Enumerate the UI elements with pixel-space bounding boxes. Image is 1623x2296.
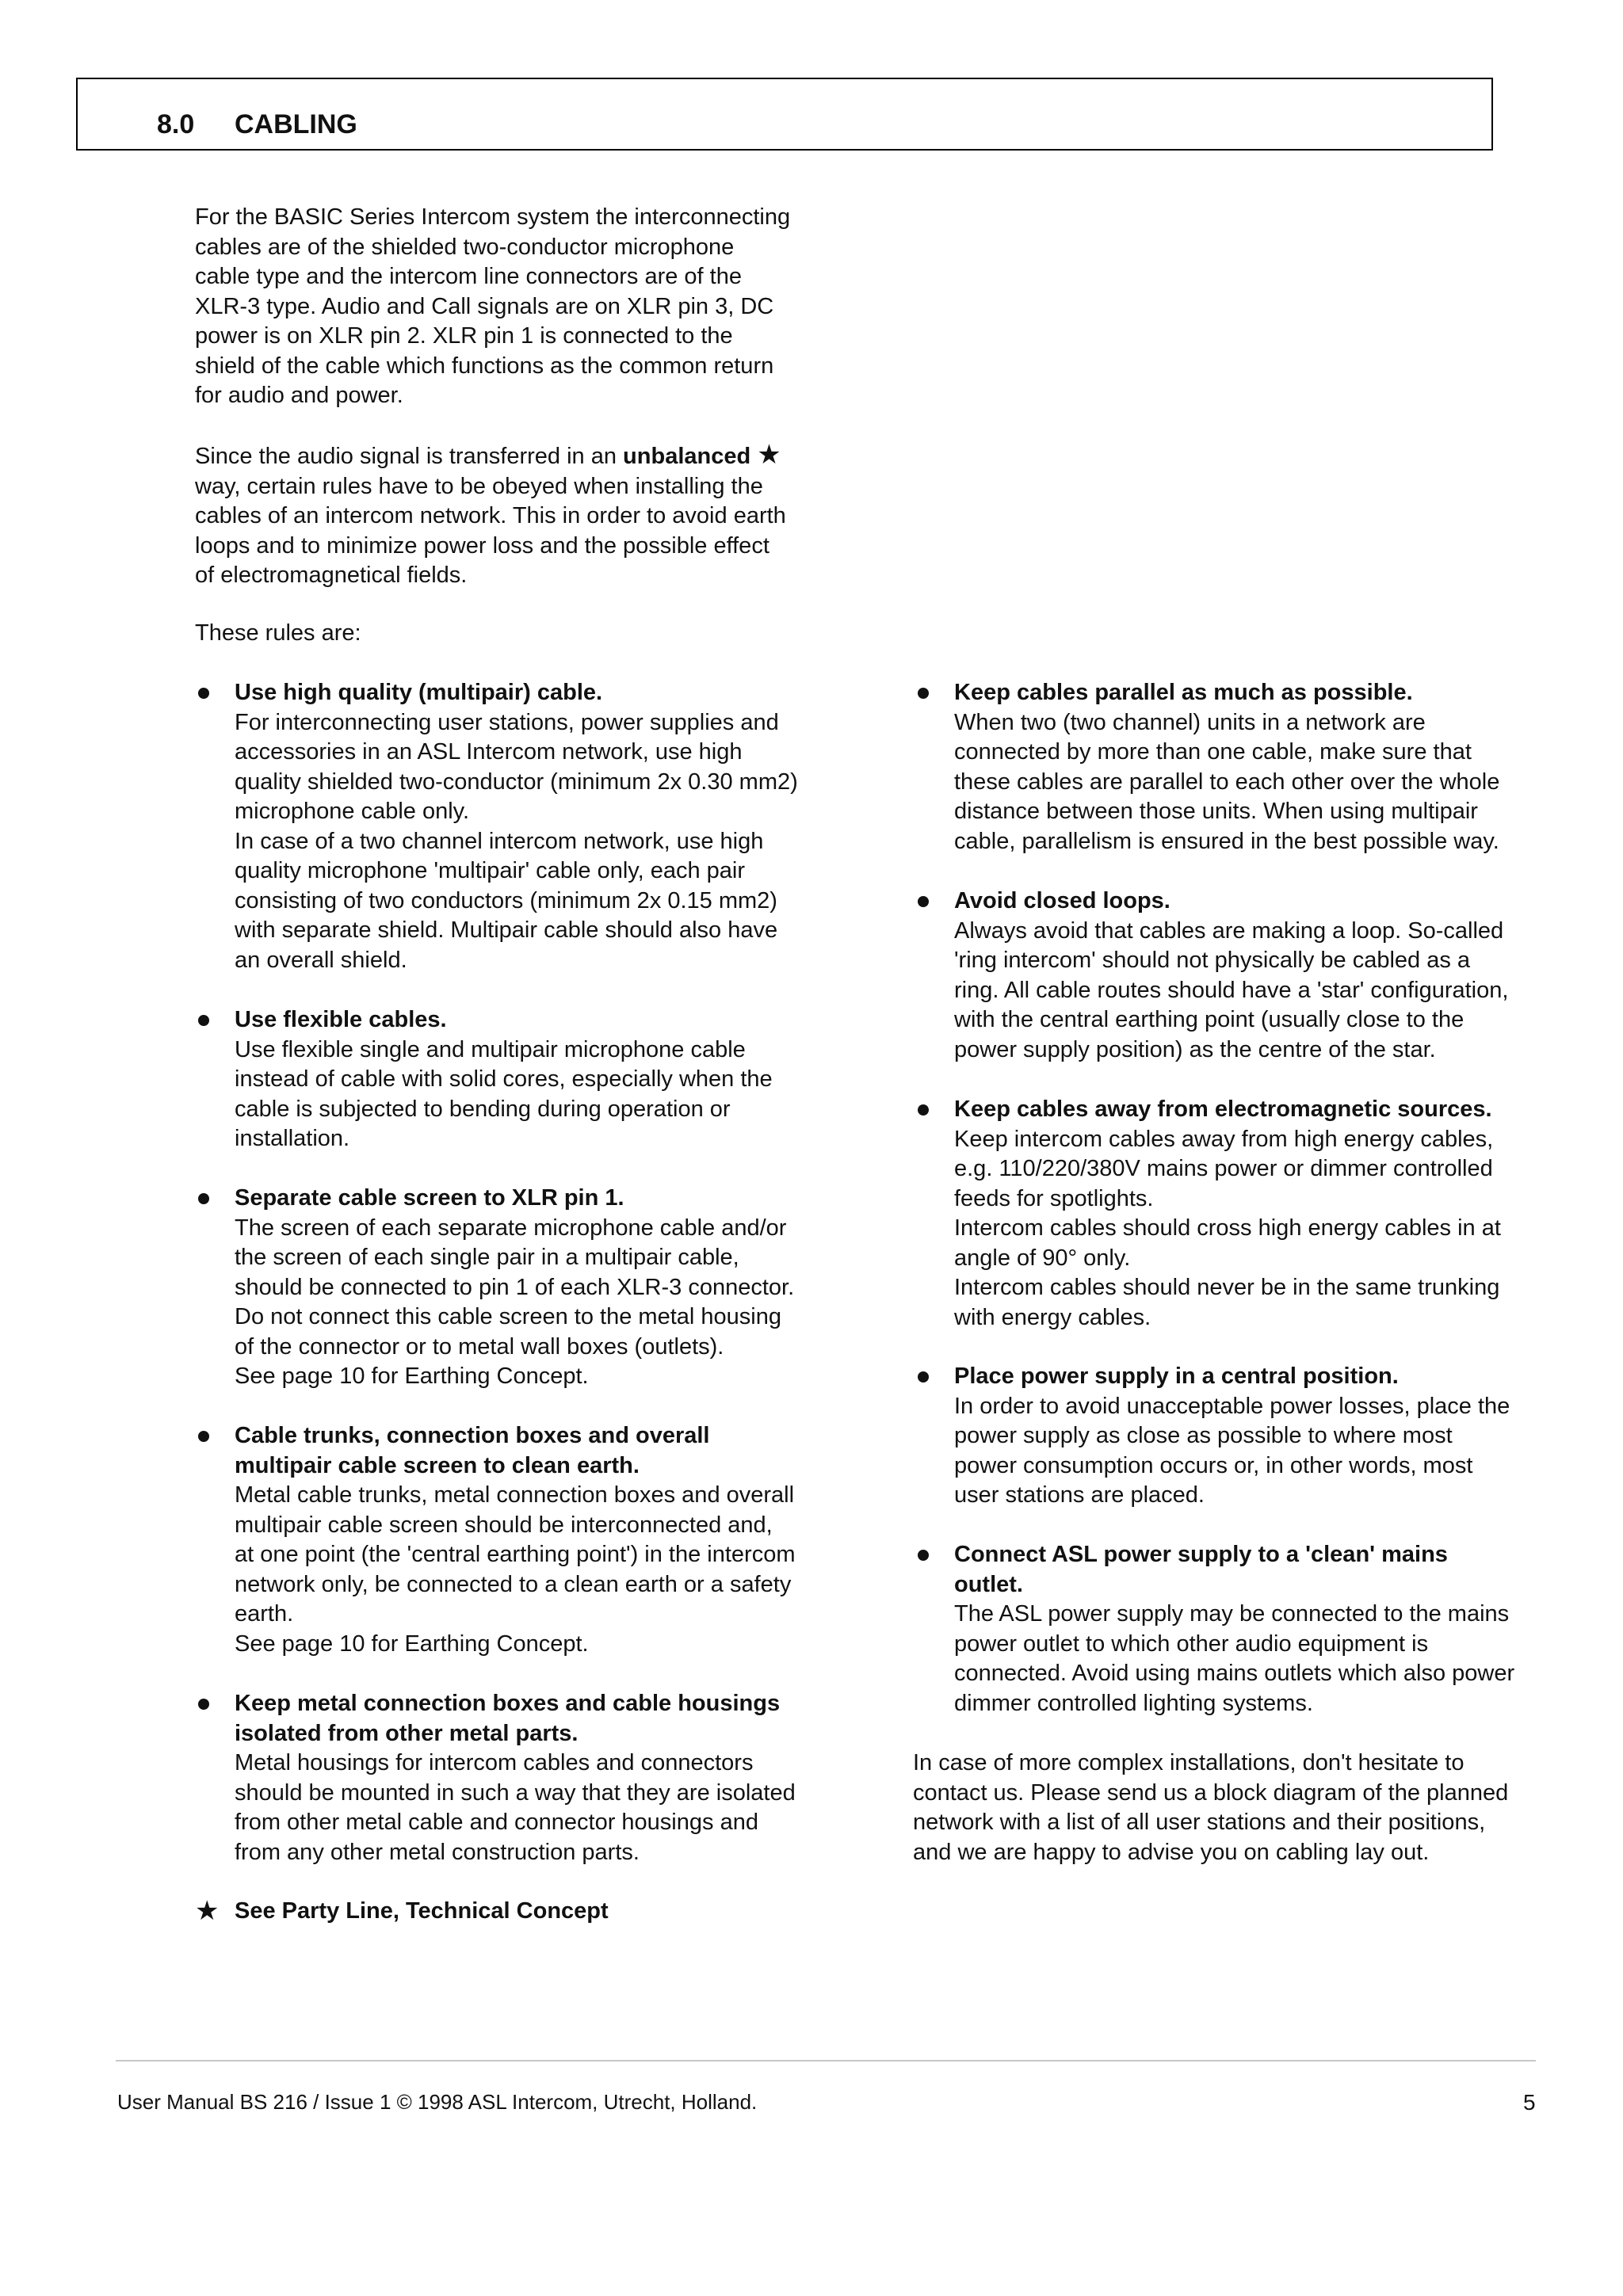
text-line: When two (two channel) units in a network are	[954, 709, 1426, 735]
text-line: Always avoid that cables are making a loop. So-called	[954, 917, 1504, 944]
rule-title: Cable trunks, connection boxes and overall	[235, 1423, 710, 1448]
text-line: from other metal cable and connector housings and	[235, 1810, 758, 1835]
text-line: See Party Line, Technical Concept	[235, 1898, 609, 1924]
text-line: Do not connect this cable screen to the metal housing	[235, 1304, 781, 1329]
text-line: feeds for spotlights.	[954, 1185, 1154, 1211]
text-line: should be connected to pin 1 of each XLR-3 connector.	[235, 1274, 795, 1300]
text-line: of the connector or to metal wall boxes (outlets).	[235, 1333, 724, 1360]
text-line: the screen of each single pair in a multipair cable,	[235, 1245, 739, 1270]
star-note	[235, 1897, 609, 1927]
text-line: cables are of the shielded two-conductor microphone	[195, 234, 735, 260]
closing-paragraph	[913, 1749, 1508, 1867]
bullet-icon	[198, 1431, 209, 1442]
text-line: ring. All cable routes should have a 'star' configuration,	[954, 977, 1509, 1003]
bullet-icon	[918, 896, 929, 907]
text-line: cable type and the intercom line connectors are of the	[195, 264, 742, 289]
star-icon: ★	[195, 1896, 220, 1926]
text-line: For the BASIC Series Intercom system the interconnecting	[195, 204, 791, 230]
rule-title: Use high quality (multipair) cable.	[235, 680, 603, 705]
text-line: from any other metal construction parts.	[235, 1839, 640, 1865]
text-line: shield of the cable which functions as the common return	[195, 353, 774, 379]
section-header-box	[76, 78, 1493, 151]
text-line: instead of cable with solid cores, especially when the	[235, 1066, 773, 1092]
rule-title: Connect ASL power supply to a 'clean' mains	[954, 1542, 1448, 1567]
section-title	[157, 109, 357, 140]
text-line: accessories in an ASL Intercom network, use high	[235, 739, 743, 765]
text-line: should be mounted in such a way that they are isolated	[235, 1779, 796, 1806]
rule-title: Keep metal connection boxes and cable housings	[235, 1691, 781, 1716]
text-line: In case of more complex installations, don't hesitate to	[913, 1750, 1465, 1775]
text-line: The screen of each separate microphone cable and/or	[235, 1215, 787, 1241]
text-line: Intercom cables should cross high energy cables in at	[954, 1215, 1501, 1241]
bullet-icon	[198, 688, 209, 699]
rule-title: Keep cables parallel as much as possible.	[954, 680, 1413, 705]
page-number: 5	[1523, 2090, 1536, 2115]
bold-term: unbalanced	[623, 444, 751, 469]
text-line: See page 10 for Earthing Concept.	[235, 1363, 589, 1389]
text-line: multipair cable screen should be interconnected and,	[235, 1512, 773, 1538]
text-line: Intercom cables should never be in the same trunking	[954, 1275, 1500, 1300]
text-line: quality shielded two-conductor (minimum 2x 0.30 mm2)	[235, 769, 798, 795]
text-line: power is on XLR pin 2. XLR pin 1 is connected to the	[195, 323, 733, 349]
text-line: Metal housings for intercom cables and connectors	[235, 1750, 754, 1775]
text-line: Metal cable trunks, metal connection boxes and overall	[235, 1482, 795, 1508]
text-line: loops and to minimize power loss and the possible effect	[195, 532, 769, 559]
bullet-icon	[918, 688, 929, 699]
text-line: connected. Avoid using mains outlets which also power	[954, 1661, 1515, 1686]
text-line: The ASL power supply may be connected to the mains	[954, 1601, 1510, 1627]
bullet-icon	[918, 1550, 929, 1561]
text-line: an overall shield.	[235, 947, 407, 973]
text-line: 'ring intercom' should not physically be cabled as a	[954, 948, 1471, 973]
text-line: with energy cables.	[954, 1304, 1151, 1330]
section-title-text: CABLING	[235, 109, 357, 139]
text-line: with separate shield. Multipair cable should also have	[235, 917, 778, 943]
rule-title: isolated from other metal parts.	[235, 1720, 579, 1746]
text-line: These rules are:	[195, 620, 361, 646]
rule-title: Use flexible cables.	[235, 1007, 447, 1032]
text-line: distance between those units. When using multipair	[954, 799, 1478, 824]
text-line: connected by more than one cable, make sure that	[954, 739, 1472, 765]
text-line: network with a list of all user stations and their positions,	[913, 1810, 1486, 1835]
text-line: power outlet to which other audio equipment is	[954, 1630, 1429, 1657]
text-line: power supply position) as the centre of the star.	[954, 1036, 1436, 1062]
text-line: user stations are placed.	[954, 1482, 1205, 1508]
bullet-icon	[198, 1699, 209, 1710]
text-line: earth.	[235, 1601, 294, 1627]
rules-intro	[195, 619, 361, 649]
bullet-icon	[198, 1193, 209, 1204]
text-line: e.g. 110/220/380V mains power or dimmer controlled	[954, 1156, 1493, 1181]
text-line: for audio and power.	[195, 383, 403, 408]
rule-title: Place power supply in a central position.	[954, 1363, 1399, 1389]
text-line: Use flexible single and multipair microphone cable	[235, 1036, 746, 1062]
text-line: Keep intercom cables away from high energy cables,	[954, 1126, 1494, 1152]
text-line: See page 10 for Earthing Concept.	[235, 1630, 589, 1657]
bullet-icon	[918, 1104, 929, 1116]
text-line: dimmer controlled lighting systems.	[954, 1690, 1313, 1716]
section-number: 8.0	[157, 109, 195, 139]
rule-title: Avoid closed loops.	[954, 888, 1170, 913]
text-line: way, certain rules have to be obeyed when installing the	[195, 473, 763, 499]
text-line: In order to avoid unacceptable power losses, place the	[954, 1393, 1510, 1419]
footer-text: User Manual BS 216 / Issue 1 © 1998 ASL Intercom, Utrecht, Holland.	[117, 2090, 758, 2114]
text-line: angle of 90° only.	[954, 1245, 1131, 1271]
bullet-icon	[918, 1371, 929, 1383]
text-line: consisting of two conductors (minimum 2x 0.15 mm2)	[235, 887, 777, 913]
text-line: cable is subjected to bending during operation or	[235, 1096, 731, 1122]
text-line	[195, 441, 786, 472]
rule-title: multipair cable screen to clean earth.	[235, 1452, 640, 1478]
intro-paragraph	[195, 203, 790, 411]
text-line: of electromagnetical fields.	[195, 563, 468, 588]
text-line: network only, be connected to a clean earth or a safety	[235, 1571, 792, 1597]
text-line: contact us. Please send us a block diagram of the planned	[913, 1779, 1509, 1806]
text-line: microphone cable only.	[235, 799, 470, 824]
text-line: these cables are parallel to each other over the whole	[954, 769, 1500, 795]
text-line: In case of a two channel intercom network, use high	[235, 828, 764, 854]
text-line: cable, parallelism is ensured in the best possible way.	[954, 828, 1499, 854]
text-line: For interconnecting user stations, power supplies and	[235, 709, 779, 735]
text-line: cables of an intercom network. This in order to avoid earth	[195, 503, 786, 528]
text-line: at one point (the 'central earthing point') in the intercom	[235, 1542, 796, 1567]
rule-title: outlet.	[954, 1571, 1023, 1597]
rule-title: Separate cable screen to XLR pin 1.	[235, 1185, 624, 1211]
star-icon: ★	[757, 440, 781, 470]
text-line: and we are happy to advise you on cabling lay out.	[913, 1839, 1430, 1865]
text-line: quality microphone 'multipair' cable only, each pair	[235, 858, 746, 883]
text-line: power consumption occurs or, in other words, most	[954, 1452, 1473, 1478]
rule-title: Keep cables away from electromagnetic sources.	[954, 1097, 1492, 1122]
text-line: power supply as close as possible to where most	[954, 1423, 1453, 1448]
text-fragment: Since the audio signal is transferred in an	[195, 444, 624, 469]
text-line: installation.	[235, 1126, 350, 1151]
text-line: with the central earthing point (usually close to the	[954, 1007, 1465, 1032]
text-line: XLR-3 type. Audio and Call signals are on XLR pin 3, DC	[195, 293, 774, 319]
unbalanced-paragraph	[195, 441, 786, 591]
bullet-icon	[198, 1015, 209, 1026]
footer-divider	[116, 2060, 1536, 2061]
